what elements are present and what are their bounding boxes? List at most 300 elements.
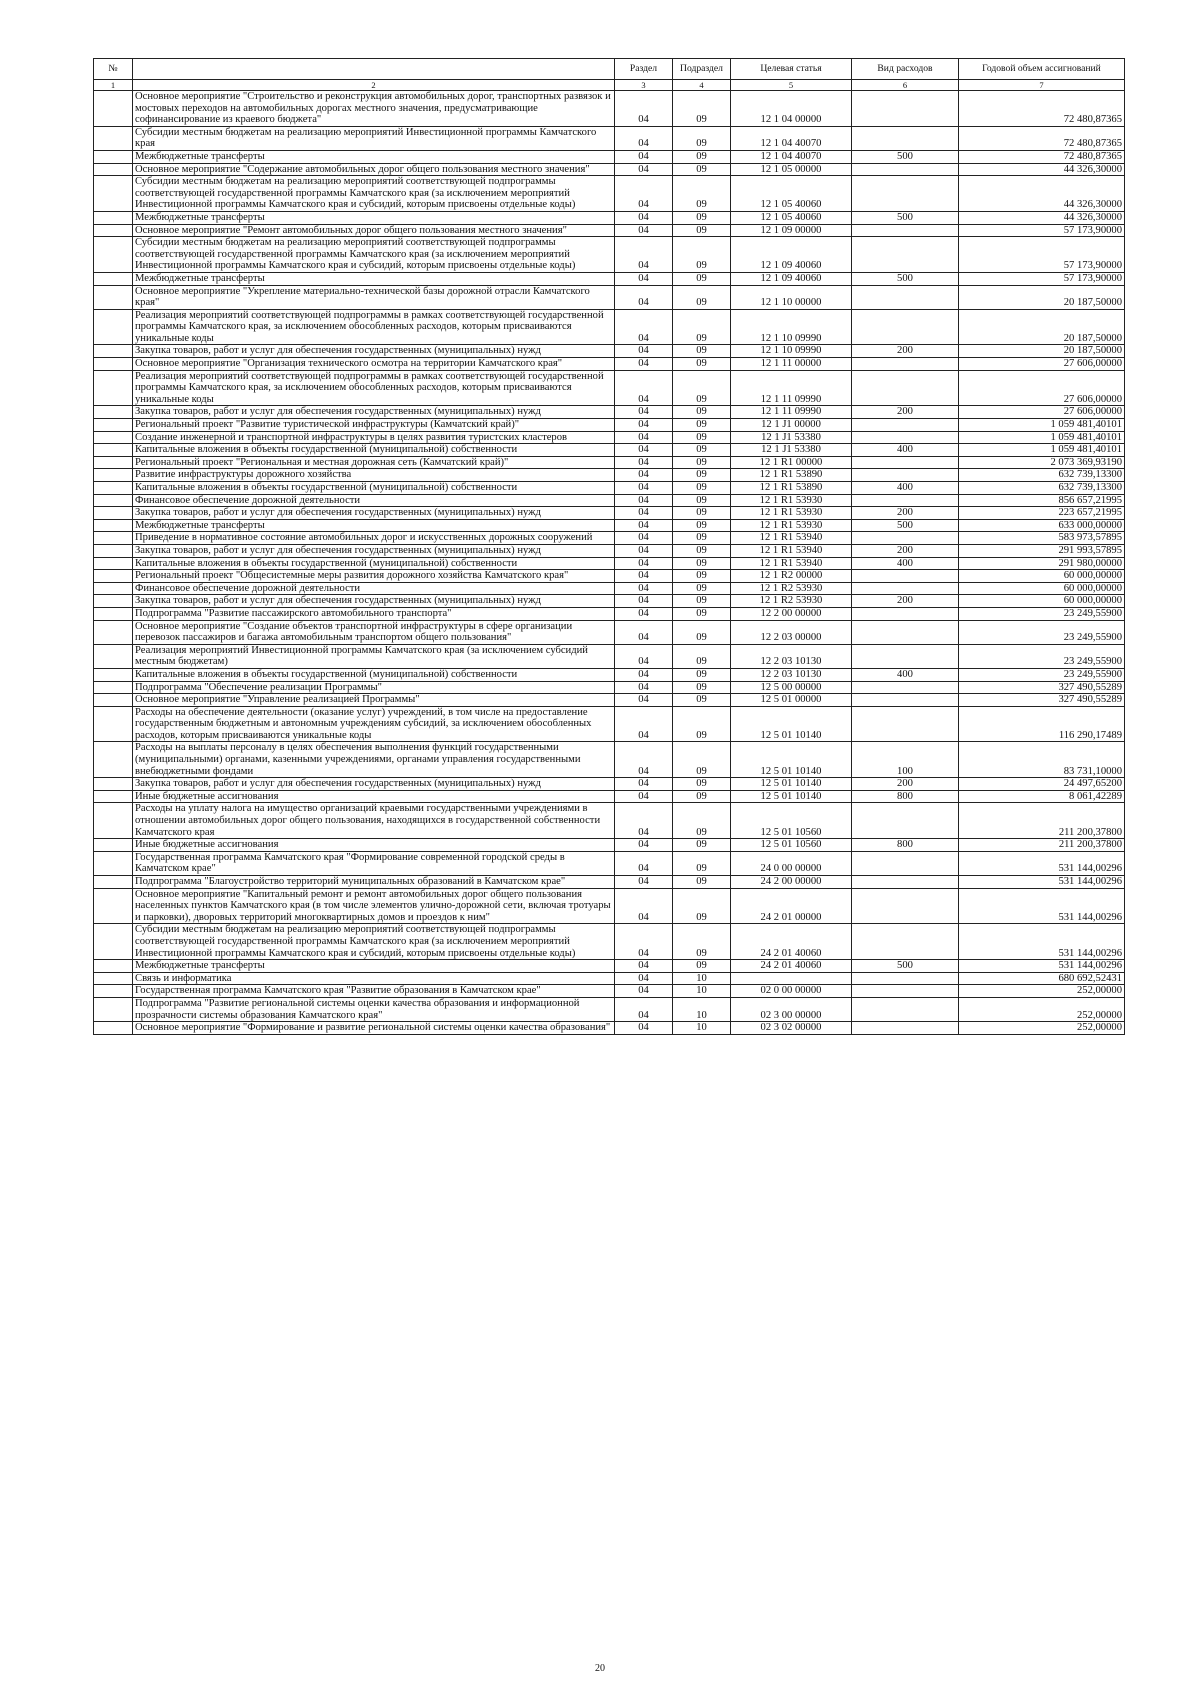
- budget-table-sheet: [93, 58, 1124, 1035]
- row-section-cell: 04: [615, 419, 673, 432]
- row-amount-cell: 60 000,00000: [959, 582, 1125, 595]
- row-article-cell: 02 3 00 00000: [731, 997, 852, 1021]
- row-type-cell: [852, 532, 959, 545]
- row-number-cell: [94, 778, 133, 791]
- col-index: 6: [852, 80, 959, 91]
- table-row: [94, 972, 1125, 985]
- row-type-cell: 400: [852, 444, 959, 457]
- row-subsection-cell: 09: [673, 778, 731, 791]
- row-article-cell: 12 1 09 00000: [731, 224, 852, 237]
- row-name-cell: Основное мероприятие "Строительство и реконструкция автомобильных дорог, транспортных развязок и мостовых переходов на автомобильных дорогах местного значения, предусматривающие софинансирование из краевого бюджета": [133, 91, 615, 127]
- row-type-cell: [852, 358, 959, 371]
- row-name-cell: Основное мероприятие "Формирование и развитие региональной системы оценки качества образования": [133, 1022, 615, 1035]
- row-subsection-cell: 09: [673, 91, 731, 127]
- row-name-cell: Государственная программа Камчатского края "Развитие образования в Камчатском крае": [133, 985, 615, 998]
- table-row: [94, 742, 1125, 778]
- row-section-cell: 04: [615, 469, 673, 482]
- table-row: [94, 681, 1125, 694]
- row-number-cell: [94, 607, 133, 620]
- row-name-cell: Иные бюджетные ассигнования: [133, 839, 615, 852]
- row-name-cell: Закупка товаров, работ и услуг для обеспечения государственных (муниципальных) нужд: [133, 595, 615, 608]
- row-subsection-cell: 09: [673, 668, 731, 681]
- row-amount-cell: 252,00000: [959, 985, 1125, 998]
- row-number-cell: [94, 803, 133, 839]
- row-name-cell: Реализация мероприятий соответствующей подпрограммы в рамках соответствующей государственной программы Камчатского края, за исключением обособленных расходов, которым присваиваются уникальные коды: [133, 309, 615, 345]
- row-number-cell: [94, 272, 133, 285]
- table-row: [94, 607, 1125, 620]
- row-article-cell: 24 0 00 00000: [731, 851, 852, 875]
- table-row: [94, 370, 1125, 406]
- row-article-cell: 12 1 04 00000: [731, 91, 852, 127]
- row-number-cell: [94, 309, 133, 345]
- row-name-cell: Межбюджетные трансферты: [133, 272, 615, 285]
- row-name-cell: Субсидии местным бюджетам на реализацию мероприятий соответствующей подпрограммы соответствующей государственной программы Камчатского края (за исключением мероприятий Инвестиционной программы Камчатского края и субсидий, которым присвоены отдельные коды): [133, 924, 615, 960]
- table-row: [94, 876, 1125, 889]
- row-type-cell: [852, 582, 959, 595]
- row-article-cell: 12 1 04 40070: [731, 150, 852, 163]
- row-type-cell: 400: [852, 668, 959, 681]
- table-row: [94, 644, 1125, 668]
- row-subsection-cell: 09: [673, 557, 731, 570]
- row-amount-cell: 20 187,50000: [959, 285, 1125, 309]
- row-name-cell: Межбюджетные трансферты: [133, 960, 615, 973]
- row-name-cell: Межбюджетные трансферты: [133, 211, 615, 224]
- column-index-row: [94, 80, 1125, 91]
- row-article-cell: 12 5 01 10560: [731, 839, 852, 852]
- table-row: [94, 790, 1125, 803]
- row-section-cell: 04: [615, 681, 673, 694]
- row-article-cell: 12 1 R1 53930: [731, 519, 852, 532]
- row-section-cell: 04: [615, 237, 673, 273]
- row-type-cell: [852, 126, 959, 150]
- row-number-cell: [94, 126, 133, 150]
- table-row: [94, 358, 1125, 371]
- row-section-cell: 04: [615, 370, 673, 406]
- row-section-cell: 04: [615, 482, 673, 495]
- row-type-cell: [852, 681, 959, 694]
- row-name-cell: Подпрограмма "Развитие региональной системы оценки качества образования и информационной прозрачности системы образования Камчатского края": [133, 997, 615, 1021]
- row-section-cell: 04: [615, 924, 673, 960]
- row-name-cell: Субсидии местным бюджетам на реализацию мероприятий Инвестиционной программы Камчатского края: [133, 126, 615, 150]
- row-amount-cell: 116 290,17489: [959, 706, 1125, 742]
- row-subsection-cell: 09: [673, 803, 731, 839]
- row-subsection-cell: 10: [673, 1022, 731, 1035]
- row-number-cell: [94, 150, 133, 163]
- row-number-cell: [94, 668, 133, 681]
- row-article-cell: 12 1 11 00000: [731, 358, 852, 371]
- row-section-cell: 04: [615, 494, 673, 507]
- table-row: [94, 1022, 1125, 1035]
- col-index: 4: [673, 80, 731, 91]
- header-row: [94, 59, 1125, 80]
- row-article-cell: 12 1 R1 53940: [731, 544, 852, 557]
- row-amount-cell: 252,00000: [959, 997, 1125, 1021]
- row-section-cell: 04: [615, 557, 673, 570]
- row-number-cell: [94, 582, 133, 595]
- row-name-cell: Межбюджетные трансферты: [133, 150, 615, 163]
- row-section-cell: 04: [615, 570, 673, 583]
- table-row: [94, 345, 1125, 358]
- row-name-cell: Закупка товаров, работ и услуг для обеспечения государственных (муниципальных) нужд: [133, 507, 615, 520]
- row-amount-cell: 1 059 481,40101: [959, 431, 1125, 444]
- table-row: [94, 519, 1125, 532]
- row-subsection-cell: 09: [673, 924, 731, 960]
- row-subsection-cell: 10: [673, 985, 731, 998]
- row-article-cell: 12 1 10 09990: [731, 345, 852, 358]
- row-type-cell: [852, 876, 959, 889]
- row-section-cell: 04: [615, 607, 673, 620]
- table-row: [94, 924, 1125, 960]
- row-type-cell: [852, 1022, 959, 1035]
- row-amount-cell: 291 993,57895: [959, 544, 1125, 557]
- row-type-cell: [852, 851, 959, 875]
- row-article-cell: 12 1 R1 53890: [731, 469, 852, 482]
- row-type-cell: 200: [852, 595, 959, 608]
- row-number-cell: [94, 681, 133, 694]
- row-subsection-cell: 10: [673, 997, 731, 1021]
- row-amount-cell: 327 490,55289: [959, 694, 1125, 707]
- row-subsection-cell: 09: [673, 544, 731, 557]
- row-section-cell: 04: [615, 997, 673, 1021]
- row-type-cell: [852, 694, 959, 707]
- row-article-cell: 12 1 R1 53890: [731, 482, 852, 495]
- row-subsection-cell: 09: [673, 742, 731, 778]
- row-subsection-cell: 09: [673, 790, 731, 803]
- row-type-cell: [852, 494, 959, 507]
- row-subsection-cell: 09: [673, 224, 731, 237]
- row-type-cell: [852, 370, 959, 406]
- col-index: 2: [133, 80, 615, 91]
- row-subsection-cell: 09: [673, 582, 731, 595]
- row-subsection-cell: 09: [673, 444, 731, 457]
- row-type-cell: [852, 163, 959, 176]
- row-section-cell: 04: [615, 519, 673, 532]
- row-name-cell: Основное мероприятие "Ремонт автомобильных дорог общего пользования местного значения": [133, 224, 615, 237]
- row-section-cell: 04: [615, 839, 673, 852]
- row-number-cell: [94, 176, 133, 212]
- row-section-cell: 04: [615, 406, 673, 419]
- row-number-cell: [94, 790, 133, 803]
- row-name-cell: Закупка товаров, работ и услуг для обеспечения государственных (муниципальных) нужд: [133, 544, 615, 557]
- row-name-cell: Расходы на обеспечение деятельности (оказание услуг) учреждений, в том числе на предоставление государственным бюджетным и автономным учреждениям субсидий, за исключением обособленных расходов, которым присваиваются уникальные коды: [133, 706, 615, 742]
- row-name-cell: Межбюджетные трансферты: [133, 519, 615, 532]
- row-type-cell: [852, 309, 959, 345]
- row-name-cell: Основное мероприятие "Капитальный ремонт и ремонт автомобильных дорог общего пользования населенных пунктов Камчатского края (в том числе элементов улично-дорожной сети, включая тротуары и парковки), дворовых территорий многоквартирных домов и проездов к ним": [133, 888, 615, 924]
- row-number-cell: [94, 456, 133, 469]
- row-name-cell: Иные бюджетные ассигнования: [133, 790, 615, 803]
- row-amount-cell: 633 000,00000: [959, 519, 1125, 532]
- row-section-cell: 04: [615, 778, 673, 791]
- table-row: [94, 694, 1125, 707]
- col-subsection-header: Подраздел: [673, 59, 731, 80]
- row-number-cell: [94, 285, 133, 309]
- table-row: [94, 482, 1125, 495]
- row-type-cell: 200: [852, 406, 959, 419]
- table-row: [94, 176, 1125, 212]
- row-type-cell: [852, 924, 959, 960]
- row-type-cell: 200: [852, 544, 959, 557]
- row-number-cell: [94, 444, 133, 457]
- row-section-cell: 04: [615, 456, 673, 469]
- row-subsection-cell: 09: [673, 706, 731, 742]
- row-amount-cell: 57 173,90000: [959, 224, 1125, 237]
- row-amount-cell: 23 249,55900: [959, 668, 1125, 681]
- row-section-cell: 04: [615, 985, 673, 998]
- table-row: [94, 456, 1125, 469]
- row-section-cell: 04: [615, 272, 673, 285]
- row-section-cell: 04: [615, 285, 673, 309]
- table-row: [94, 582, 1125, 595]
- table-row: [94, 431, 1125, 444]
- table-row: [94, 285, 1125, 309]
- col-index: 3: [615, 80, 673, 91]
- row-subsection-cell: 09: [673, 211, 731, 224]
- table-row: [94, 544, 1125, 557]
- table-row: [94, 224, 1125, 237]
- col-index: 7: [959, 80, 1125, 91]
- row-amount-cell: 44 326,30000: [959, 163, 1125, 176]
- row-name-cell: Приведение в нормативное состояние автомобильных дорог и искусственных дорожных сооружений: [133, 532, 615, 545]
- row-number-cell: [94, 557, 133, 570]
- row-amount-cell: 1 059 481,40101: [959, 444, 1125, 457]
- row-type-cell: 500: [852, 272, 959, 285]
- row-section-cell: 04: [615, 694, 673, 707]
- table-row: [94, 557, 1125, 570]
- row-amount-cell: 57 173,90000: [959, 272, 1125, 285]
- row-type-cell: 500: [852, 960, 959, 973]
- row-name-cell: Субсидии местным бюджетам на реализацию мероприятий соответствующей подпрограммы соответствующей государственной программы Камчатского края (за исключением мероприятий Инвестиционной программы Камчатского края и субсидий, которым присвоены отдельные коды): [133, 237, 615, 273]
- row-amount-cell: 531 144,00296: [959, 924, 1125, 960]
- row-number-cell: [94, 163, 133, 176]
- row-number-cell: [94, 224, 133, 237]
- row-name-cell: Государственная программа Камчатского края "Формирование современной городской среды в Камчатском крае": [133, 851, 615, 875]
- table-row: [94, 997, 1125, 1021]
- row-number-cell: [94, 997, 133, 1021]
- row-type-cell: [852, 888, 959, 924]
- row-article-cell: 12 5 01 00000: [731, 694, 852, 707]
- row-name-cell: Реализация мероприятий Инвестиционной программы Камчатского края (за исключением субсидий местным бюджетам): [133, 644, 615, 668]
- row-amount-cell: 27 606,00000: [959, 358, 1125, 371]
- row-article-cell: 12 1 11 09990: [731, 406, 852, 419]
- row-subsection-cell: 09: [673, 694, 731, 707]
- row-type-cell: [852, 237, 959, 273]
- row-section-cell: 04: [615, 150, 673, 163]
- table-row: [94, 888, 1125, 924]
- row-subsection-cell: 09: [673, 163, 731, 176]
- row-name-cell: Капитальные вложения в объекты государственной (муниципальной) собственности: [133, 444, 615, 457]
- row-amount-cell: 856 657,21995: [959, 494, 1125, 507]
- row-subsection-cell: 09: [673, 607, 731, 620]
- table-row: [94, 668, 1125, 681]
- row-section-cell: 04: [615, 595, 673, 608]
- row-name-cell: Развитие инфраструктуры дорожного хозяйства: [133, 469, 615, 482]
- row-type-cell: [852, 570, 959, 583]
- row-section-cell: 04: [615, 211, 673, 224]
- row-article-cell: 12 2 03 10130: [731, 668, 852, 681]
- row-name-cell: Финансовое обеспечение дорожной деятельности: [133, 582, 615, 595]
- row-type-cell: 500: [852, 150, 959, 163]
- row-number-cell: [94, 91, 133, 127]
- row-amount-cell: 60 000,00000: [959, 595, 1125, 608]
- row-section-cell: 04: [615, 224, 673, 237]
- col-no-header: №: [94, 59, 133, 80]
- col-index: 1: [94, 80, 133, 91]
- row-article-cell: 12 1 R2 53930: [731, 595, 852, 608]
- row-name-cell: Финансовое обеспечение дорожной деятельности: [133, 494, 615, 507]
- table-row: [94, 237, 1125, 273]
- row-number-cell: [94, 694, 133, 707]
- row-type-cell: [852, 431, 959, 444]
- row-number-cell: [94, 519, 133, 532]
- row-name-cell: Расходы на уплату налога на имущество организаций краевыми государственными учреждениями в отношении автомобильных дорог общего пользования, находящихся в государственной собственности Камчатского края: [133, 803, 615, 839]
- row-name-cell: Основное мероприятие "Содержание автомобильных дорог общего пользования местного значения": [133, 163, 615, 176]
- row-subsection-cell: 09: [673, 519, 731, 532]
- row-type-cell: [852, 620, 959, 644]
- row-amount-cell: 211 200,37800: [959, 803, 1125, 839]
- row-subsection-cell: 09: [673, 285, 731, 309]
- table-row: [94, 839, 1125, 852]
- row-type-cell: [852, 997, 959, 1021]
- table-row: [94, 406, 1125, 419]
- row-number-cell: [94, 888, 133, 924]
- row-article-cell: 12 1 R1 53940: [731, 532, 852, 545]
- row-name-cell: Капитальные вложения в объекты государственной (муниципальной) собственности: [133, 668, 615, 681]
- row-subsection-cell: 09: [673, 482, 731, 495]
- row-number-cell: [94, 469, 133, 482]
- table-row: [94, 960, 1125, 973]
- row-number-cell: [94, 211, 133, 224]
- row-section-cell: 04: [615, 972, 673, 985]
- row-section-cell: 04: [615, 803, 673, 839]
- row-section-cell: 04: [615, 582, 673, 595]
- row-article-cell: 12 1 R1 00000: [731, 456, 852, 469]
- row-number-cell: [94, 570, 133, 583]
- table-row: [94, 444, 1125, 457]
- row-article-cell: 12 2 00 00000: [731, 607, 852, 620]
- table-row: [94, 570, 1125, 583]
- row-article-cell: 12 1 R1 53930: [731, 507, 852, 520]
- row-name-cell: Закупка товаров, работ и услуг для обеспечения государственных (муниципальных) нужд: [133, 778, 615, 791]
- row-amount-cell: 291 980,00000: [959, 557, 1125, 570]
- row-article-cell: 24 2 01 40060: [731, 960, 852, 973]
- row-article-cell: 12 1 10 09990: [731, 309, 852, 345]
- row-article-cell: 12 1 05 40060: [731, 176, 852, 212]
- row-article-cell: 12 5 01 10140: [731, 790, 852, 803]
- row-amount-cell: 680 692,52431: [959, 972, 1125, 985]
- row-type-cell: [852, 469, 959, 482]
- row-article-cell: 12 1 05 40060: [731, 211, 852, 224]
- table-body: [94, 91, 1125, 1035]
- row-name-cell: Региональный проект "Развитие туристической инфраструктуры (Камчатский край)": [133, 419, 615, 432]
- row-number-cell: [94, 595, 133, 608]
- row-section-cell: 04: [615, 1022, 673, 1035]
- table-row: [94, 419, 1125, 432]
- row-subsection-cell: 09: [673, 176, 731, 212]
- row-subsection-cell: 09: [673, 309, 731, 345]
- row-amount-cell: 20 187,50000: [959, 309, 1125, 345]
- row-article-cell: 12 1 J1 53380: [731, 444, 852, 457]
- row-section-cell: 04: [615, 345, 673, 358]
- row-number-cell: [94, 620, 133, 644]
- row-amount-cell: 27 606,00000: [959, 370, 1125, 406]
- row-number-cell: [94, 237, 133, 273]
- row-number-cell: [94, 985, 133, 998]
- row-name-cell: Связь и информатика: [133, 972, 615, 985]
- table-row: [94, 851, 1125, 875]
- row-type-cell: [852, 607, 959, 620]
- row-section-cell: 04: [615, 309, 673, 345]
- row-article-cell: 12 5 00 00000: [731, 681, 852, 694]
- row-amount-cell: 27 606,00000: [959, 406, 1125, 419]
- col-name-header: [133, 59, 615, 80]
- row-name-cell: Капитальные вложения в объекты государственной (муниципальной) собственности: [133, 482, 615, 495]
- table-row: [94, 272, 1125, 285]
- row-amount-cell: 24 497,65200: [959, 778, 1125, 791]
- table-row: [94, 985, 1125, 998]
- row-name-cell: Подпрограмма "Обеспечение реализации Программы": [133, 681, 615, 694]
- row-subsection-cell: 09: [673, 370, 731, 406]
- row-subsection-cell: 09: [673, 532, 731, 545]
- row-type-cell: [852, 91, 959, 127]
- row-amount-cell: 223 657,21995: [959, 507, 1125, 520]
- row-article-cell: 12 1 10 00000: [731, 285, 852, 309]
- row-section-cell: 04: [615, 790, 673, 803]
- row-amount-cell: 23 249,55900: [959, 644, 1125, 668]
- row-amount-cell: 72 480,87365: [959, 91, 1125, 127]
- row-section-cell: 04: [615, 851, 673, 875]
- row-subsection-cell: 09: [673, 358, 731, 371]
- row-amount-cell: 583 973,57895: [959, 532, 1125, 545]
- row-amount-cell: 83 731,10000: [959, 742, 1125, 778]
- table-row: [94, 126, 1125, 150]
- row-subsection-cell: 09: [673, 839, 731, 852]
- row-name-cell: Закупка товаров, работ и услуг для обеспечения государственных (муниципальных) нужд: [133, 345, 615, 358]
- table-row: [94, 803, 1125, 839]
- row-amount-cell: 44 326,30000: [959, 176, 1125, 212]
- row-number-cell: [94, 839, 133, 852]
- row-name-cell: Создание инженерной и транспортной инфраструктуры в целях развития туристских кластеров: [133, 431, 615, 444]
- row-article-cell: 12 1 R2 00000: [731, 570, 852, 583]
- row-amount-cell: 252,00000: [959, 1022, 1125, 1035]
- row-amount-cell: 531 144,00296: [959, 888, 1125, 924]
- row-article-cell: [731, 972, 852, 985]
- row-subsection-cell: 09: [673, 960, 731, 973]
- table-row: [94, 706, 1125, 742]
- row-amount-cell: 20 187,50000: [959, 345, 1125, 358]
- row-number-cell: [94, 706, 133, 742]
- row-section-cell: 04: [615, 126, 673, 150]
- table-row: [94, 532, 1125, 545]
- table-row: [94, 211, 1125, 224]
- row-subsection-cell: 09: [673, 345, 731, 358]
- row-article-cell: 12 1 09 40060: [731, 272, 852, 285]
- row-subsection-cell: 09: [673, 150, 731, 163]
- col-amount-header: Годовой объем ассигнований: [959, 59, 1125, 80]
- row-type-cell: 500: [852, 211, 959, 224]
- row-number-cell: [94, 851, 133, 875]
- table-row: [94, 494, 1125, 507]
- row-amount-cell: 72 480,87365: [959, 150, 1125, 163]
- row-article-cell: 12 5 01 10140: [731, 778, 852, 791]
- row-name-cell: Основное мероприятие "Укрепление материально-технической базы дорожной отрасли Камчатского края": [133, 285, 615, 309]
- row-name-cell: Подпрограмма "Развитие пассажирского автомобильного транспорта": [133, 607, 615, 620]
- row-type-cell: [852, 706, 959, 742]
- row-article-cell: 24 2 01 00000: [731, 888, 852, 924]
- row-type-cell: [852, 803, 959, 839]
- row-subsection-cell: 09: [673, 237, 731, 273]
- row-number-cell: [94, 972, 133, 985]
- row-section-cell: 04: [615, 444, 673, 457]
